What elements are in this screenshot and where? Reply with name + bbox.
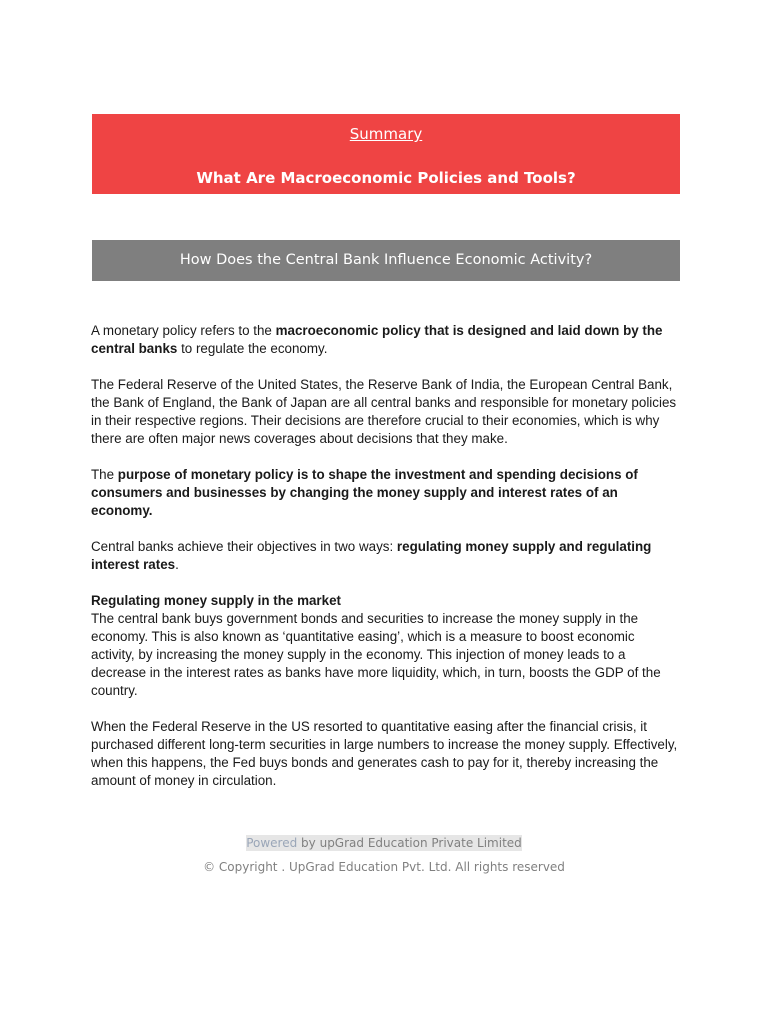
document-body [91,322,681,808]
emphasis-text: regulating money supply and regulating interest rates [91,539,652,572]
powered-word: Powered [246,836,298,850]
paragraph-text: The central bank buys government bonds and securities to increase the money supply in the economy. This is also known as ‘quantitative easing’, which is a measure to boost economic activity, by increasing the money supply in the economy. This injection of money leads to a decrease in the interest rates as banks have more liquidity, which, in turn, boosts the GDP of the country. [91,611,661,698]
summary-banner [92,114,680,194]
emphasis-text: macroeconomic policy that is designed and laid down by the central banks [91,323,663,356]
paragraph-monetary-policy [91,322,681,358]
paragraph-central-banks: The Federal Reserve of the United States, the Reserve Bank of India, the European Central Bank, the Bank of England, the Bank of Japan are all central banks and responsible for monetary policies in their respective regions. Their decisions are therefore crucial to their economies, which is why there are often major news coverages about decisions that they make. [91,377,677,446]
copyright: © Copyright . UpGrad Education Pvt. Ltd. All rights reserved [203,860,565,874]
paragraph-text: The [91,467,118,482]
paragraph-text: Central banks achieve their objectives in two ways: [91,539,397,554]
paragraph-federal-reserve: When the Federal Reserve in the US resorted to quantitative easing after the financial crisis, it purchased different long-term securities in large numbers to increase the money supply. Effectively, when this happens, the Fed buys bonds and generates cash to pay for it, thereby increasing the amount of money in circulation. [91,719,678,788]
paragraph-text: to regulate the economy. [177,341,328,356]
powered-by [0,836,768,850]
paragraph-text: A monetary policy refers to the [91,323,276,338]
paragraph-money-supply [91,592,681,700]
powered-rest: by upGrad Education Private Limited [297,836,522,850]
paragraph-text: . [175,557,179,572]
emphasis-text: purpose of monetary policy is to shape the investment and spending decisions of consumers and businesses by changing the money supply and interest rates of an economy. [91,467,638,518]
summary-label: Summary [349,125,423,143]
paragraph-purpose [91,466,681,520]
subheading: Regulating money supply in the market [91,593,342,608]
page-title: What Are Macroeconomic Policies and Tools? [196,169,576,187]
section-heading: How Does the Central Bank Influence Economic Activity? [92,240,680,281]
powered-by-highlight [246,835,522,851]
paragraph-objectives [91,538,681,574]
